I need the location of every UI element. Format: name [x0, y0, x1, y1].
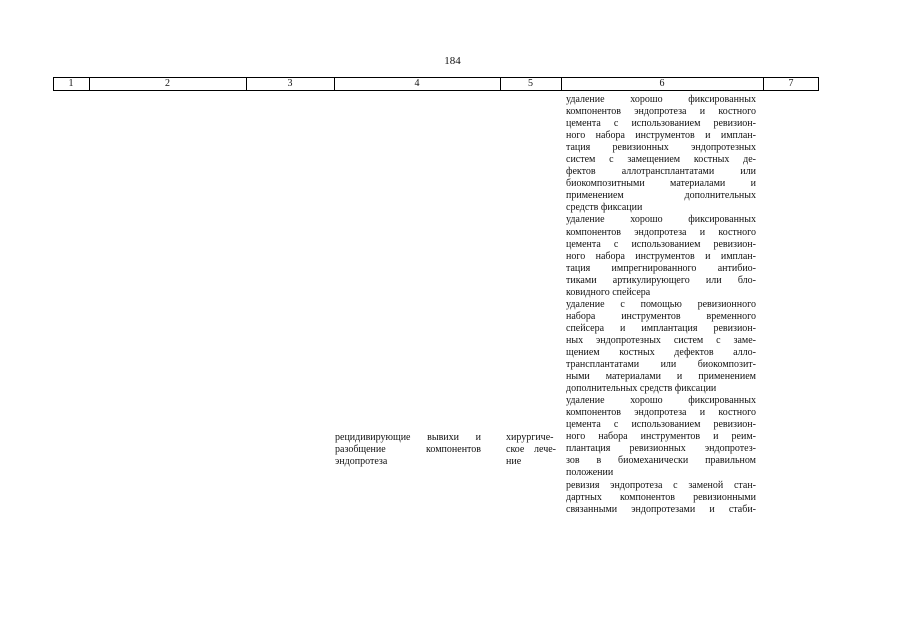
text-line: дополнительных средств фиксации	[566, 383, 717, 395]
text-line: положении	[566, 467, 614, 479]
text-line: компонентов эндопротеза и костного	[566, 106, 756, 118]
text-line: ного набора инструментов и имплан-	[566, 250, 756, 262]
text-line: спейсера и имплантация ревизион-	[566, 322, 756, 334]
text-line: ние	[506, 456, 522, 468]
text-line: применением дополнительных	[566, 190, 756, 202]
table-header-row	[53, 77, 819, 91]
text-line: плантация ревизионных эндопротез-	[566, 443, 756, 455]
column-header-3: 3	[287, 78, 293, 89]
text-line: щением костных дефектов алло-	[566, 346, 756, 358]
text-line: зов в биомеханически правильном	[566, 455, 756, 467]
text-line: набора инструментов временного	[566, 310, 756, 322]
text-line: тация импрегнированного антибио-	[566, 262, 756, 274]
text-line: трансплантатами или биокомпозит-	[566, 359, 756, 371]
text-line: цемента с использованием ревизион-	[566, 118, 756, 130]
text-line: ных эндопротезных систем с замe-	[566, 334, 756, 346]
text-line: ными материалами и применением	[566, 371, 756, 383]
text-line: удаление с помощью ревизионного	[566, 298, 756, 310]
text-line: систем с замещением костных де-	[566, 154, 756, 166]
column-header-1: 1	[68, 78, 74, 89]
text-line: связанными эндопротезами и стаби-	[566, 503, 756, 515]
text-line: средств фиксации	[566, 202, 643, 214]
text-line: ское лече-	[506, 444, 556, 456]
text-line: дартных компонентов ревизионными	[566, 491, 756, 503]
text-line: цемента с использованием ревизион-	[566, 238, 756, 250]
text-line: ного набора инструментов и имплан-	[566, 130, 756, 142]
text-line: ного набора инструментов и реим-	[566, 431, 756, 443]
text-line: удаление хорошо фиксированных	[566, 395, 756, 407]
text-line: компонентов эндопротеза и костного	[566, 407, 756, 419]
column-header-2: 2	[165, 78, 170, 89]
text-line: эндопротеза	[335, 456, 388, 468]
text-line: компонентов эндопротеза и костного	[566, 226, 756, 238]
page-number: 184	[444, 55, 461, 67]
text-line: удаление хорошо фиксированных	[566, 94, 756, 105]
column-header-6: 6	[659, 78, 665, 89]
text-line: ковидного спейсера	[566, 286, 651, 298]
text-line: фектов аллотрансплантатами или	[566, 166, 756, 178]
column-header-7: 7	[788, 78, 794, 89]
text-line: удаление хорошо фиксированных	[566, 214, 756, 226]
col5-treatment-type	[506, 432, 556, 468]
text-line: биокомпозитными материалами и	[566, 178, 756, 190]
text-line: хирургиче-	[506, 432, 554, 443]
col4-diagnosis	[335, 432, 481, 468]
column-header-5: 5	[528, 78, 533, 89]
text-line: рецидивирующие вывихи и	[335, 432, 481, 443]
text-line: разобщение компонентов	[335, 444, 481, 456]
text-line: ревизия эндопротеза с заменой стан-	[566, 479, 756, 491]
text-line: цемента с использованием ревизион-	[566, 419, 756, 431]
col6-block-1	[566, 94, 756, 516]
column-header-4: 4	[414, 78, 420, 89]
text-line: тиками артикулирующего или бло-	[566, 274, 756, 286]
text-line: тация ревизионных эндопротезных	[566, 142, 756, 154]
